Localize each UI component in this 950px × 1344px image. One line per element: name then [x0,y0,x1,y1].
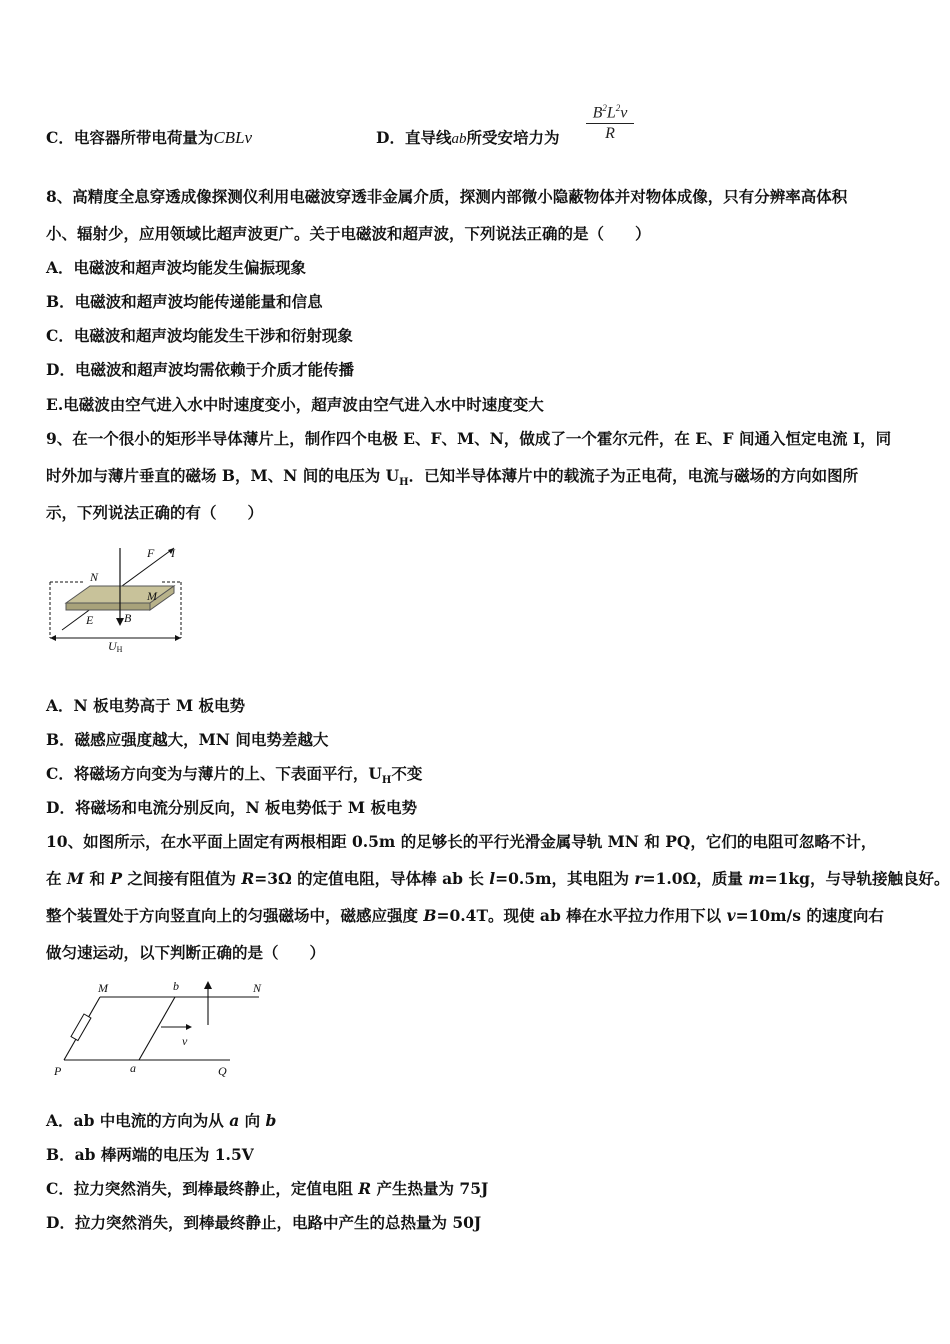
label-b: b [173,979,179,993]
q7-option-d-label: D．直导线 [376,128,452,147]
label-M: M [98,981,108,995]
rail-circuit-figure [44,975,274,1085]
q10-stem-line-2: 在 M 和 P 之间接有阻值为 R=3Ω 的定值电阻，导体棒 ab 长 l=0.5m，其电阻为 r=1.0Ω，质量 m=1kg，与导轨接触良好。 [46,869,950,888]
label-I: I [171,546,175,560]
q7-option-c-label: C．电容器所带电荷量为 [46,128,214,147]
q10-option-a: A．ab 中电流的方向为从 a 向 b [46,1111,277,1130]
q7-option-c [46,128,252,148]
q10-stem-line-4: 做匀速运动，以下判断正确的是（ ） [46,943,326,962]
fraction-numerator: $B^2L^2v$ [586,103,634,124]
q8-option-d: D．电磁波和超声波均需依赖于介质才能传播 [46,360,354,379]
q8-option-e: E.电磁波由空气进入水中时速度变小，超声波由空气进入水中时速度变大 [46,395,544,414]
q8-option-a: A．电磁波和超声波均能发生偏振现象 [46,258,307,277]
q7-option-d [376,128,559,149]
hall-element-figure [44,540,194,655]
q10-stem-line-3: 整个装置处于方向竖直向上的匀强磁场中，磁感应强度 B=0.4T。现使 ab 棒在水平拉力作用下以 v=10m/s 的速度向右 [46,906,884,925]
q9-stem-line-2: 时外加与薄片垂直的磁场 B，M、N 间的电压为 $U_H$．已知半导体薄片中的载流子为正电荷，电流与磁场的方向如图所 [46,466,859,489]
q10-option-c: C．拉力突然消失，到棒最终静止，定值电阻 R 产生热量为 75J [46,1179,489,1198]
q9-stem-line-1: 9、在一个很小的矩形半导体薄片上，制作四个电极 E、F、M、N，做成了一个霍尔元件，在 E、F 间通入恒定电流 I，同 [46,429,892,448]
q10-option-b: B．ab 棒两端的电压为 1.5V [46,1145,254,1164]
label-a: a [130,1061,136,1075]
label-Q: Q [218,1064,227,1078]
q9-option-c: C．将磁场方向变为与薄片的上、下表面平行，$U_H$不变 [46,764,423,787]
label-F: F [147,546,155,560]
q10-option-d: D．拉力突然消失，到棒最终静止，电路中产生的总热量为 50J [46,1213,482,1232]
q10-stem-line-1: 10、如图所示，在水平面上固定有两根相距 0.5m 的足够长的平行光滑金属导轨 MN 和 PQ，它们的电阻可忽略不计， [46,832,877,851]
label-UH: UH [108,639,123,654]
q8-option-b: B．电磁波和超声波均能传递能量和信息 [46,292,323,311]
q7-option-c-math: CBLv [213,128,253,147]
q7-option-d-tail: 所受安培力为 [466,128,560,147]
label-B: B [124,611,132,625]
fraction-denominator: R [605,125,615,143]
q7-option-d-ab: ab [451,131,467,147]
q8-option-c: C．电磁波和超声波均能发生干涉和衍射现象 [46,326,353,345]
q8-stem-line-1: 8、高精度全息穿透成像探测仪利用电磁波穿透非金属介质，探测内部微小隐蔽物体并对物体成像，只有分辨率高体积 [46,187,848,206]
label-M: M [147,589,157,603]
q9-option-a: A．N 板电势高于 M 板电势 [46,696,246,715]
q9-option-b: B．磁感应强度越大，MN 间电势差越大 [46,730,329,749]
resistor-R [71,1014,91,1041]
q9-stem-line-3: 示，下列说法正确的有（ ） [46,503,264,522]
label-N: N [90,570,99,584]
label-P: P [54,1064,62,1078]
label-E: E [86,613,94,627]
label-v: v [182,1034,188,1048]
q7-force-fraction [586,103,634,143]
label-N: N [253,981,262,995]
q8-stem-line-2: 小、辐射少，应用领域比超声波更广。关于电磁波和超声波，下列说法正确的是（ ） [46,224,651,243]
q9-option-d: D．将磁场和电流分别反向，N 板电势低于 M 板电势 [46,798,417,817]
